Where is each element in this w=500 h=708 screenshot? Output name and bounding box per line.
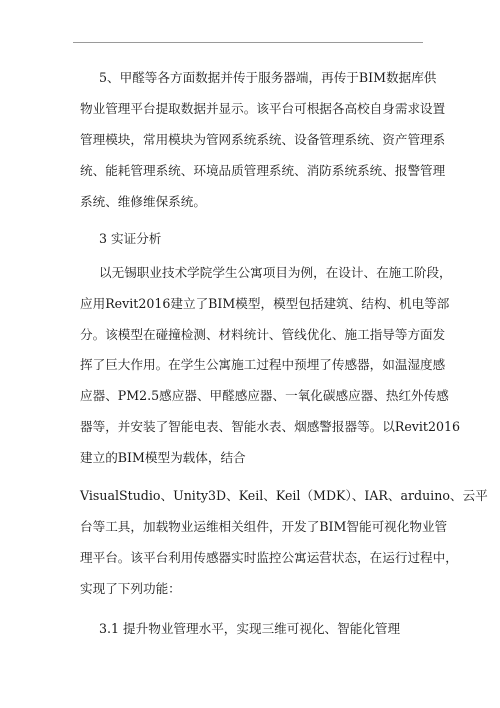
- paragraph-intro-line-5: 应器、PM2.5感应器、甲醛感应器、一氧化碳感应器、热红外传感: [80, 388, 449, 403]
- paragraph-5-line-1: 5、甲醛等各方面数据并传于服务器端，再传于BIM数据库供: [99, 70, 437, 85]
- paragraph-tools-line-3: 理平台。该平台利用传感器实时监控公寓运营状态，在运行过程中，: [80, 550, 458, 565]
- paragraph-tools-line-1: VisualStudio、Unity3D、Keil、Keil（MDK）、IAR、arduino、云平: [80, 488, 488, 503]
- subsection-heading: 3.1 提升物业管理水平，实现三维可视化、智能化管理: [99, 621, 401, 636]
- paragraph-intro-line-4: 挥了巨大作用。在学生公寓施工过程中预埋了传感器，如温湿度感: [80, 357, 446, 372]
- paragraph-intro-line-3: 分。该模型在碰撞检测、材料统计、管线优化、施工指导等方面发: [80, 327, 446, 342]
- paragraph-5-line-5: 系统、维修维保系统。: [80, 194, 206, 209]
- paragraph-tools-line-4: 实现了下列功能：: [80, 581, 181, 596]
- paragraph-5-line-2: 物业管理平台提取数据并显示。该平台可根据各高校自身需求设置: [80, 101, 446, 116]
- header-rule: [73, 42, 423, 43]
- paragraph-tools-line-2: 台等工具，加载物业运维相关组件，开发了BIM智能可视化物业管: [80, 519, 448, 534]
- paragraph-intro-line-2: 应用Revit2016建立了BIM模型，模型包括建筑、结构、机电等部: [80, 296, 450, 311]
- paragraph-intro-line-7: 建立的BIM模型为载体，结合: [80, 450, 246, 465]
- paragraph-intro-line-1: 以无锡职业技术学院学生公寓项目为例，在设计、在施工阶段，: [99, 265, 452, 280]
- section-heading: 3 实证分析: [99, 231, 162, 246]
- paragraph-5-line-3: 管理模块，常用模块为管网系统系统、设备管理系统、资产管理系: [80, 132, 446, 147]
- paragraph-intro-line-6: 器等，并安装了智能电表、智能水表、烟感警报器等。以Revit2016: [80, 419, 461, 434]
- paragraph-5-line-4: 统、能耗管理系统、环境品质管理系统、消防系统系统、报警管理: [80, 163, 446, 178]
